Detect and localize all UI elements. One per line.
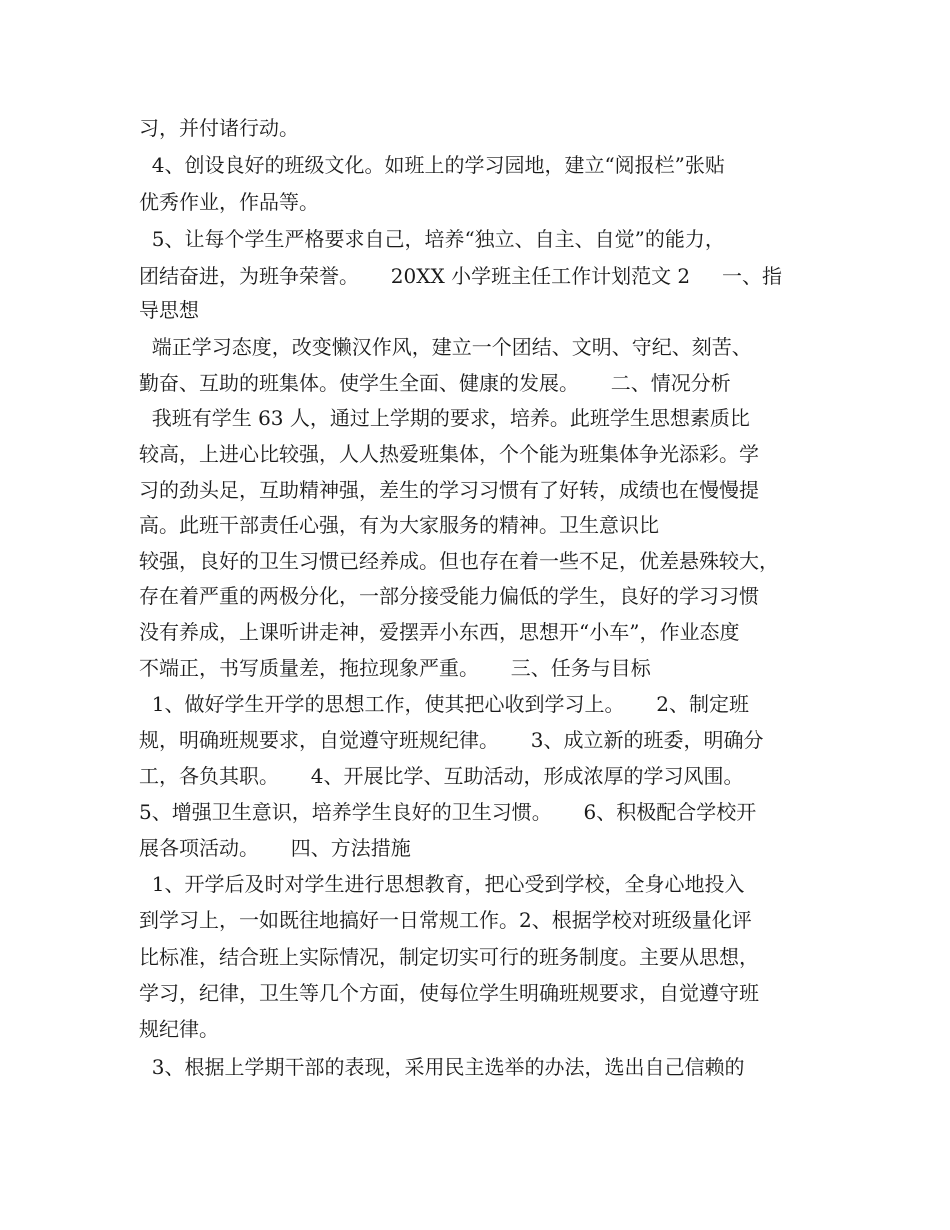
text-line: 优秀作业，作品等。: [139, 190, 319, 214]
text-line: 展各项活动。 四、方法措施: [139, 836, 411, 860]
text-line: 端正学习态度，改变懒汉作风，建立一个团结、文明、守纪、刻苦、: [139, 335, 752, 359]
text-line: 规纪律。: [139, 1017, 219, 1041]
text-line: 比标准，结合班上实际情况，制定切实可行的班务制度。主要从思想，: [139, 945, 759, 969]
text-line: 高。此班干部责任心强，有为大家服务的精神。卫生意识比: [139, 513, 659, 537]
text-line: 较强，良好的卫生习惯已经养成。但也存在着一些不足，优差悬殊较大，: [139, 549, 779, 573]
text-line: 1、开学后及时对学生进行思想教育，把心受到学校，全身心地投入: [139, 872, 745, 896]
text-line: 我班有学生 63 人，通过上学期的要求，培养。此班学生思想素质比: [139, 406, 750, 430]
text-line: 不端正，书写质量差，拖拉现象严重。 三、任务与目标: [139, 656, 651, 680]
text-line: 规，明确班规要求，自觉遵守班规纪律。 3、成立新的班委，明确分: [139, 728, 764, 752]
text-line: 勤奋、互助的班集体。使学生全面、健康的发展。 二、情况分析: [139, 371, 731, 395]
text-line: 习，并付诸行动。: [139, 116, 299, 140]
text-line: 5、增强卫生意识，培养学生良好的卫生习惯。 6、积极配合学校开: [139, 800, 757, 824]
text-line: 到学习上，一如既往地搞好一日常规工作。2、根据学校对班级量化评: [139, 908, 752, 932]
text-line: 1、做好学生开学的思想工作，使其把心收到学习上。 2、制定班: [139, 692, 749, 716]
text-line: 导思想: [139, 298, 199, 322]
text-line: 较高，上进心比较强，人人热爱班集体，个个能为班集体争光添彩。学: [139, 442, 759, 466]
text-line: 习的劲头足，互助精神强，差生的学习习惯有了好转，成绩也在慢慢提: [139, 478, 759, 502]
text-line: 团结奋进，为班争荣誉。 20XX 小学班主任工作计划范文 2 一、指: [139, 264, 782, 288]
text-line: 学习，纪律，卫生等几个方面，使每位学生明确班规要求，自觉遵守班: [139, 981, 759, 1005]
text-line: 工，各负其职。 4、开展比学、互助活动，形成浓厚的学习风围。: [139, 764, 744, 788]
text-line: 3、根据上学期干部的表现，采用民主选举的办法，选出自己信赖的: [139, 1055, 745, 1079]
text-line: 没有养成，上课听讲走神，爱摆弄小东西，思想开“小车”，作业态度: [139, 620, 740, 644]
text-line: 存在着严重的两极分化，一部分接受能力偏低的学生，良好的学习习惯: [139, 584, 759, 608]
text-line: 4、创设良好的班级文化。如班上的学习园地，建立“阅报栏”张贴: [139, 153, 725, 177]
text-line: 5、让每个学生严格要求自己，培养“独立、自主、自觉”的能力，: [139, 227, 725, 251]
